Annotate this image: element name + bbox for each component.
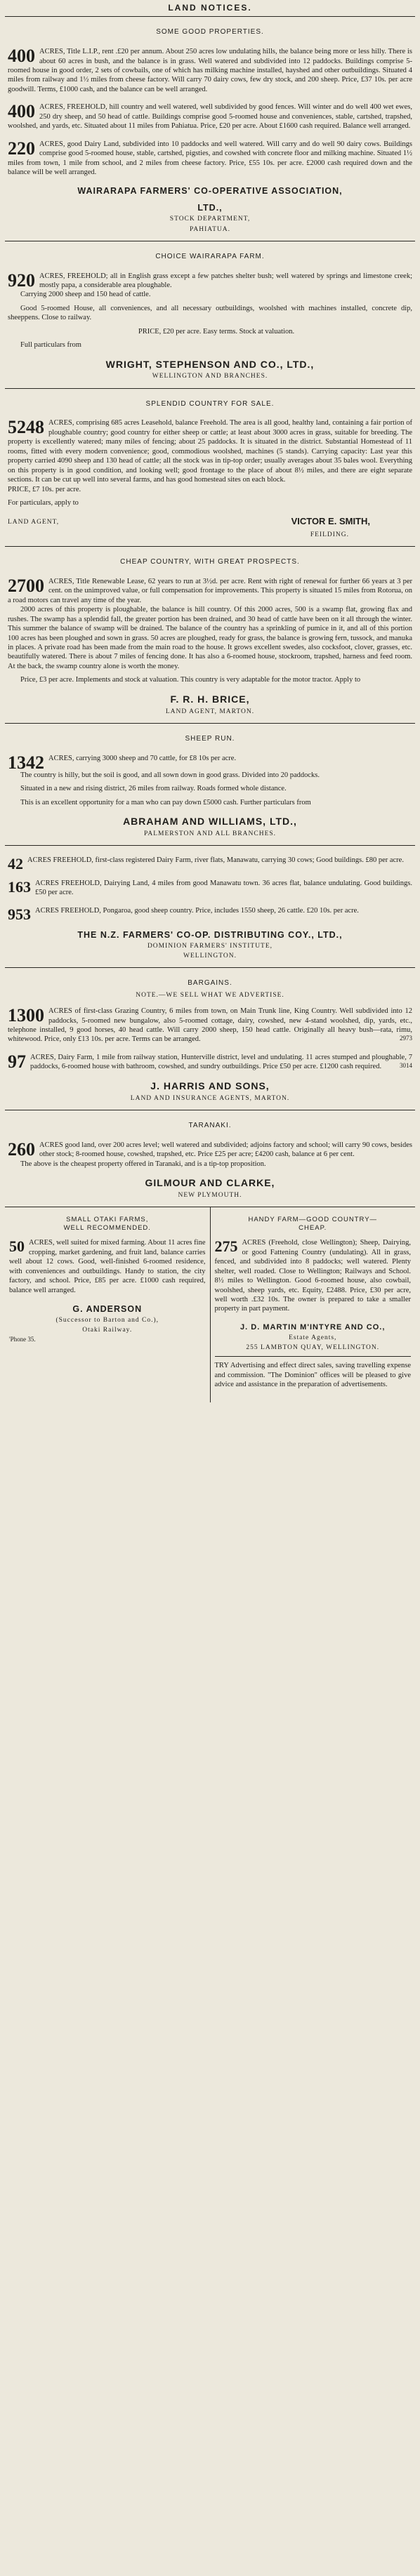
listing-reference: 2973: [400, 1035, 412, 1042]
column-title: SMALL OTAKI FARMS,: [66, 1216, 149, 1223]
listing-paragraph: Carrying 2000 sheep and 150 head of cattle.: [20, 291, 151, 299]
listing-260-acres: [8, 1138, 412, 1169]
listing-paragraph: The above is the cheapest property offered in Taranaki, and is a tip-top proposition.: [20, 1160, 266, 1168]
agent-signature: [8, 516, 412, 528]
listing-price: PRICE, £7 10s. per acre.: [8, 485, 81, 493]
section-title: TARANAKI.: [188, 1121, 232, 1129]
two-column-block: [5, 1207, 415, 1402]
listing-text: ACRES, Title Renewable Lease, 62 years to run at 3½d. per acre. Rent with right of renewal for further 66 years at 3 per cent. on the unimproved value, or full compensation for improvements. This property is situated 15 miles from Rotorua, on a road motors can travel any time of the year.: [8, 577, 412, 604]
listing-text: ACRES, comprising 685 acres Leasehold, balance Freehold. The area is all good, healthy land, containing a fair portion of ploughable country; good country for either sheep or cattle; at least about 3000 acres in grass, suitable for breeding. The property is excellently watered; many miles of fencing; about 25 paddocks. It is situated in the district. Substantial Homestead of 11 rooms, fitted with every modern convenience; good, commodious woolshed, machines (5 stands). Carrying capacity: Last year this property carried 4090 sheep and 130 head of cattle; all the stock was in tip-top order; usually averages about 35 bales wool. Everything on this property is in good condition, and looking well; good frontage to the place of about 8½ miles, and there are eight separate sections. It can be cut up well into several farms, and has good homestead sites on each block.: [8, 419, 412, 484]
section-title: CHEAP COUNTRY, WITH GREAT PROSPECTS.: [120, 558, 300, 566]
section-taranaki: [5, 1110, 415, 1207]
listing-5248-acres: [8, 418, 412, 507]
listing-text: ACRES, good Dairy Land, subdivided into 10 paddocks and well watered. Will carry and do well 90 dairy cows. Buildings comprise good 5-roomed house, stable, cartshed, pigsties, and cowshed with concrete floor and milking machine. Situated 1½ miles from town, 1 mile from school, and 2 miles from cheese factory. Price, £55 10s. per acre. £2000 cash required down and the balance will be well arranged.: [8, 140, 412, 176]
listing-text: ACRES, FREEHOLD, hill country and well watered, well subdivided by good fences. Will winter and do well 400 wet ewes, 250 dry sheep, and 50 head of cattle. Buildings comprise good 5-roomed house and conveniences, stable, cartshed, trapshed, woolshed, and yards, etc. Situated about 11 miles from Pahiatua. Price, £20 per acre. About £1600 cash required. Balance well arranged.: [8, 103, 412, 131]
firm-role: Estate Agents,: [289, 1334, 337, 1341]
acreage-number: 50: [9, 1237, 25, 1256]
firm-name: J. HARRIS AND SONS,: [150, 1080, 270, 1091]
page-heading: LAND NOTICES.: [5, 1, 415, 17]
section-note: NOTE.—WE SELL WHAT WE ADVERTISE.: [136, 991, 284, 999]
acreage-number: 920: [8, 270, 35, 291]
listing-text: ACRES FREEHOLD, Pongaroa, good sheep country. Price, includes 1550 sheep, 26 cattle. £20 10s. per acre.: [35, 906, 359, 915]
firm-town: PAHIATUA.: [189, 225, 230, 233]
firm-name: WAIRARAPA FARMERS' CO-OPERATIVE ASSOCIATION,: [77, 186, 343, 197]
firm-address: 255 LAMBTON QUAY, WELLINGTON.: [246, 1344, 380, 1352]
section-cheap-country: [5, 547, 415, 724]
listing-text: ACRES, Dairy Farm, 1 mile from railway station, Hunterville district, level and undulating. 11 acres stumped and ploughable, 7 paddocks, 6-roomed house with bathroom, cowshed, and sundry outbuildings. Price £50 per acre. £1200 cash required.: [30, 1053, 412, 1071]
acreage-number: 260: [8, 1138, 35, 1160]
listing-paragraph: For particulars, apply to: [8, 498, 79, 507]
listing-text: ACRES, Title L.I.P., rent .£20 per annum. About 250 acres low undulating hills, the balance being more or less hilly. There is about 60 acres in bush, and the balance is in grass. Well watered and subdivided into 12 paddocks. Buildings comprise 5-roomed house in good order, 2 sets of cowbails, one of which has milking machine installed, hayshed and other outbuildings. Situated 4 miles from railway and 1½ miles from cheese factory. Will carry 70 dairy cows, few dry stock, and 200 sheep. Price, £37 10s. per acre goodwill. Terms, £1000 cash, and the balance can be well arranged.: [8, 48, 412, 93]
firm-location: PALMERSTON AND ALL BRANCHES.: [143, 830, 277, 837]
divider: [215, 1356, 412, 1357]
listing-2700-acres: [8, 577, 412, 685]
listing-163-acres: [8, 879, 412, 898]
listing-text: ACRES (Freehold, close Wellington); Sheep, Dairying, or good Fattening Country (undulating). All in grass, fenced, and subdivided into 8 paddocks; well watered. Plenty shelter, well roaded. Close to Wellington; Railways and School. 8½ miles to Wellington. Good 6-roomed house, also cowbail, woolshed, sheep yards, etc. Equity, £2488. Price, £30 per acre, well worth .£32 10s. The owner is prepared to take a smaller property in part payment.: [214, 1239, 411, 1313]
acreage-number: 42: [8, 855, 23, 872]
acreage-number: 400: [8, 101, 35, 122]
firm-name: WRIGHT, STEPHENSON AND CO., LTD.,: [105, 358, 315, 370]
firm-location: NEW PLYMOUTH.: [178, 1191, 242, 1199]
acreage-number: 163: [8, 878, 31, 896]
section-wairarapa-farm: [5, 241, 415, 389]
firm-name: GILMOUR AND CLARKE,: [145, 1176, 275, 1188]
column-title: HANDY FARM—GOOD COUNTRY—: [248, 1216, 378, 1223]
section-title: SPLENDID COUNTRY FOR SALE.: [145, 399, 275, 408]
notice-text: TRY Advertising and effect direct sales, saving travelling expense and commission. "The Dominion" offices will be pleased to give advice and assistance in the preparation of advertisements.: [214, 1362, 411, 1389]
section-bargains: [5, 968, 415, 1110]
section-sheep-run: [5, 724, 415, 846]
section-good-properties: [5, 17, 415, 241]
acreage-number: 5248: [8, 417, 44, 438]
listing-220-acres: [8, 140, 412, 178]
section-title: CHOICE WAIRARAPA FARM.: [155, 252, 265, 260]
firm-name: J. D. MARTIN M'INTYRE AND CO.,: [240, 1322, 386, 1332]
listing-paragraph: The country is hilly, but the soil is good, and all sown down in good grass. Divided into 20 paddocks.: [20, 771, 320, 779]
acreage-number: 220: [8, 138, 35, 159]
column-handy-farm: [210, 1207, 416, 1402]
firm-name: THE N.Z. FARMERS' CO-OP. DISTRIBUTING COY., LTD.,: [77, 929, 343, 940]
firm-location: LAND AND INSURANCE AGENTS, MARTON.: [130, 1094, 290, 1102]
firm-institute: DOMINION FARMERS' INSTITUTE,: [147, 942, 273, 950]
listing-text: ACRES FREEHOLD, Dairying Land, 4 miles from good Manawatu town. 36 acres flat, balance undulating. Good buildings. £50 per acre.: [35, 879, 412, 897]
column-title-2: WELL RECOMMENDED.: [63, 1224, 151, 1233]
listing-paragraph: This is an excellent opportunity for a man who can pay down £5000 cash. Further particulars from: [20, 798, 311, 806]
section-splendid-country: [5, 389, 415, 547]
listing-400-acres-b: [8, 102, 412, 131]
listing-price: PRICE, £20 per acre. Easy terms. Stock at valuation.: [138, 327, 295, 336]
section-title: SOME GOOD PROPERTIES.: [156, 28, 264, 36]
acreage-number: 953: [8, 905, 31, 923]
listing-text: ACRES of first-class Grazing Country, 6 miles from town, on Main Trunk line, King Country. Well subdivided into 12 paddocks, 5-roomed new bungalow, also 5-roomed cottage, dairy, cowshed, new 4-stand woolshed, dip, yards, etc., telephone installed, 9 good horses, 40 head cattle. Will carry 2000 sheep, 150 head cattle. Originally all heavy bush—rata, rimu, whitewood. Price, only £13 10s. per acre. Terms can be arranged.: [8, 1007, 412, 1044]
advertising-notice: [215, 1361, 412, 1389]
agent-name: VICTOR E. SMITH,: [291, 516, 370, 527]
firm-location: WELLINGTON.: [183, 952, 237, 960]
listing-text: ACRES, FREEHOLD; all in English grass except a few patches shelter bush; well watered by springs and limestone creek; mostly papa, a considerable area ploughable.: [39, 272, 412, 289]
column-title-2: CHEAP.: [298, 1224, 327, 1233]
listing-paragraph: Price, £3 per acre. Implements and stock at valuation. This country is very adaptable for the motor tractor. Apply to: [20, 676, 361, 684]
firm-location: Otaki Railway.: [82, 1327, 133, 1334]
listing-reference: 3014: [400, 1062, 412, 1070]
listing-paragraph: Good 5-roomed House, all conveniences, and all necessary outbuildings, woolshed with machines installed, concrete dip, sheeppens. Close to railway.: [8, 304, 412, 322]
agent-role: LAND AGENT,: [8, 518, 60, 526]
listing-text: ACRES, carrying 3000 sheep and 70 cattle, for £8 10s per acre.: [48, 754, 237, 762]
newspaper-page: [5, 0, 415, 1402]
acreage-number: 2700: [8, 575, 44, 596]
agent-town: FEILDING.: [310, 531, 349, 538]
firm-name: F. R. H. BRICE,: [170, 693, 250, 705]
listing-97-acres: [8, 1053, 412, 1072]
acreage-number: 275: [214, 1237, 238, 1256]
acreage-number: 97: [8, 1051, 26, 1072]
acreage-number: 1342: [8, 752, 44, 773]
listing-920-acres: [8, 272, 412, 350]
listing-text: ACRES FREEHOLD, first-class registered Dairy Farm, river flats, Manawatu, carrying 30 cows; Good buildings. £80 per acre.: [27, 856, 404, 864]
listing-50-acres: [9, 1238, 206, 1295]
listing-paragraph: Situated in a new and rising district, 26 miles from railway. Roads formed whole distance.: [20, 785, 287, 793]
firm-name: G. ANDERSON: [72, 1303, 143, 1314]
listing-953-acres: [8, 906, 412, 921]
acreage-number: 1300: [8, 1005, 44, 1026]
firm-department: STOCK DEPARTMENT,: [169, 215, 251, 223]
listing-text: ACRES good land, over 200 acres level; well watered and subdivided; adjoins factory and school; will carry 90 cows, besides other stock; 8-roomed house, cowshed, trapshed, etc. Price £25 per acre; £4200 cash, balance at 6 per cent.: [39, 1141, 412, 1159]
listing-1342-acres: [8, 754, 412, 807]
column-otaki: [5, 1207, 210, 1402]
listing-paragraph: Full particulars from: [20, 341, 81, 350]
firm-location: WELLINGTON AND BRANCHES.: [152, 373, 268, 380]
listing-42-acres: [8, 856, 412, 870]
listing-1300-acres: [8, 1007, 412, 1044]
section-title: SHEEP RUN.: [185, 734, 235, 743]
firm-succession: (Successor to Barton and Co.),: [55, 1316, 159, 1324]
firm-name: ABRAHAM AND WILLIAMS, LTD.,: [123, 815, 297, 827]
listing-text: ACRES, well suited for mixed farming. About 11 acres fine cropping, market gardening, and fruit land, balance carries well about 12 cows. Good, well-finished 6-roomed residence, with conveniences and outbuildings. Handy to station, the city factory, and school. Price, £85 per acre. £1000 cash required, balance well arranged.: [9, 1239, 206, 1294]
listing-275-acres: [215, 1238, 412, 1314]
section-nz-farmers: [5, 846, 415, 968]
firm-phone: 'Phone 35.: [9, 1336, 36, 1343]
firm-suffix: LTD.,: [197, 203, 223, 213]
listing-paragraph: 2000 acres of this property is ploughable, the balance is hill country. Of this 2000 acres, 500 is a swamp flat, growing flax and rushes. The swamp has a splendid fall, the greater portion has been drained, and 30 head of cattle have been on it all through the winter. This summer the balance of swamp will be drained. The balance of the country has a sprinkling of pumice in it, and all of this portion 100 acres has been ploughed and sown in grass. 50 acres are ploughed, ready for grass, the balance is growing fern, tussock, and manuka in places. A private road has been made from the main road to the house. It grows excellent swedes, also cocksfoot, clover, grasses, etc. beautifully watered. There is about 7 miles of fencing done. It has also a 6-roomed house, stockroom, trapshed, harness and feed room. At the back, the swamp country alone is worth the money.: [8, 606, 412, 670]
listing-400-acres-a: [8, 47, 412, 94]
section-title: BARGAINS.: [188, 979, 232, 988]
firm-location: LAND AGENT, MARTON.: [165, 708, 255, 715]
acreage-number: 400: [8, 46, 35, 67]
